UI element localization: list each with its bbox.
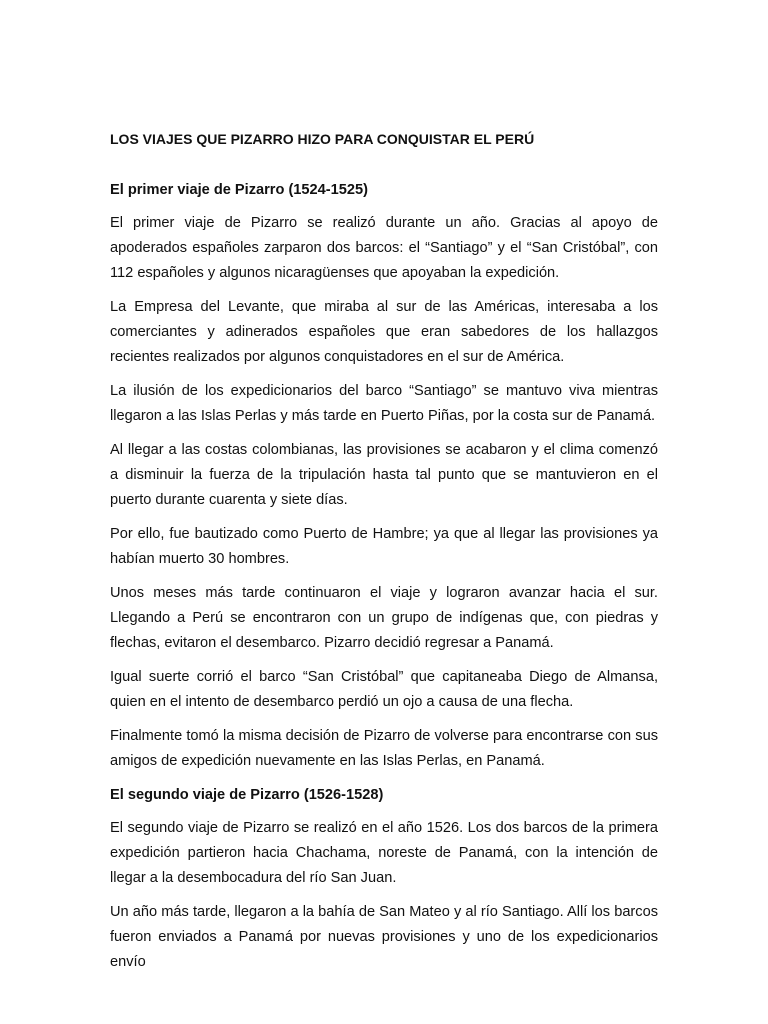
paragraph: Un año más tarde, llegaron a la bahía de San Mateo y al río Santiago. Allí los barcos fueron enviados a Panamá por nuevas provisiones y uno de los expedicionarios envío — [110, 904, 658, 970]
paragraph: Unos meses más tarde continuaron el viaje y lograron avanzar hacia el sur. Llegando a Perú se encontraron con un grupo de indígenas que, con piedras y flechas, evitaron el desembarco. Pizarro decidió regresar a Panamá. — [110, 585, 658, 651]
paragraph: El segundo viaje de Pizarro se realizó en el año 1526. Los dos barcos de la primera expedición partieron hacia Chachama, noreste de Panamá, con la intención de llegar a la desembocadura del río San Juan. — [110, 820, 658, 886]
paragraph: La Empresa del Levante, que miraba al sur de las Américas, interesaba a los comerciantes y adinerados españoles que eran sabedores de los hallazgos recientes realizados por algunos conquistadores en el sur de América. — [110, 299, 658, 365]
paragraph: El primer viaje de Pizarro se realizó durante un año. Gracias al apoyo de apoderados españoles zarparon dos barcos: el “Santiago” y el “San Cristóbal”, con 112 españoles y algunos nicaragüenses que apoyaban la expedición. — [110, 215, 658, 281]
paragraph: Finalmente tomó la misma decisión de Pizarro de volverse para encontrarse con sus amigos de expedición nuevamente en las Islas Perlas, en Panamá. — [110, 728, 658, 769]
section-second-voyage — [110, 783, 658, 975]
document-title: LOS VIAJES QUE PIZARRO HIZO PARA CONQUISTAR EL PERÚ — [110, 131, 535, 147]
document-page — [110, 126, 658, 984]
paragraph: Al llegar a las costas colombianas, las provisiones se acabaron y el clima comenzó a disminuir la fuerza de la tripulación hasta tal punto que se mantuvieron en el puerto durante cuarenta y siete días. — [110, 442, 658, 508]
section-heading: El primer viaje de Pizarro (1524-1525) — [110, 182, 368, 198]
paragraph: Igual suerte corrió el barco “San Cristóbal” que capitaneaba Diego de Almansa, quien en el intento de desembarco perdió un ojo a causa de una flecha. — [110, 669, 658, 710]
paragraph: La ilusión de los expedicionarios del barco “Santiago” se mantuvo viva mientras llegaron a las Islas Perlas y más tarde en Puerto Piñas, por la costa sur de Panamá. — [110, 383, 658, 424]
paragraph: Por ello, fue bautizado como Puerto de Hambre; ya que al llegar las provisiones ya habían muerto 30 hombres. — [110, 526, 658, 567]
section-heading: El segundo viaje de Pizarro (1526-1528) — [110, 787, 384, 803]
section-first-voyage — [110, 178, 658, 774]
